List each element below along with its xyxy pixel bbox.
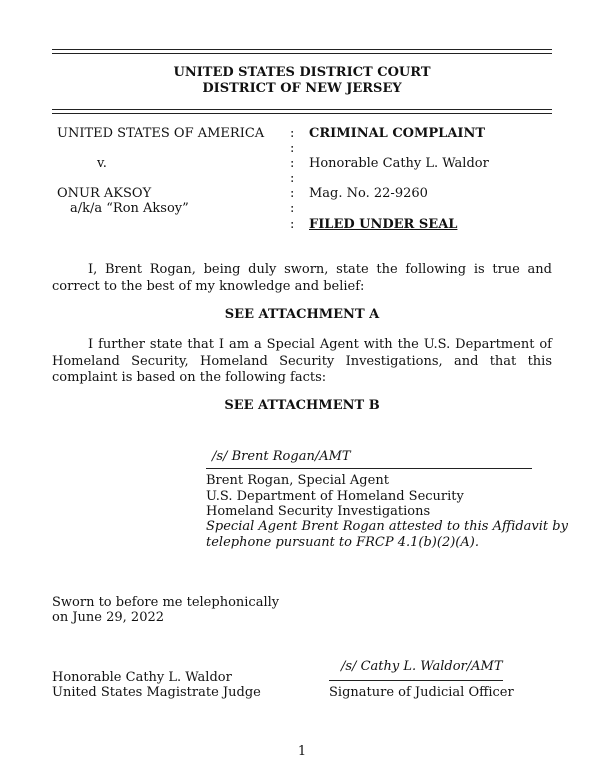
agent-signature-line	[206, 468, 532, 469]
attestation-line-2: telephone pursuant to FRCP 4.1(b)(2)(A).	[206, 535, 479, 550]
header-bottom-rule	[52, 109, 552, 110]
sworn-date: on June 29, 2022	[52, 610, 165, 625]
judge-name: Honorable Cathy L. Waldor	[52, 670, 232, 685]
attachment-a-heading: SEE ATTACHMENT A	[224, 307, 380, 322]
page-number: 1	[297, 744, 307, 759]
attachment-b-heading: SEE ATTACHMENT B	[224, 398, 380, 413]
caption-alias: a/k/a “Ron Aksoy”	[70, 201, 189, 216]
sworn-statement-paragraph: I, Brent Rogan, being duly sworn, state the following is true and correct to the best of my knowledge and belief:	[52, 262, 552, 294]
agent-signature: /s/ Brent Rogan/AMT	[212, 449, 351, 464]
caption-plaintiff: UNITED STATES OF AMERICA	[57, 126, 265, 141]
header-top-rule-2	[52, 53, 552, 54]
caption-colon: :	[290, 201, 295, 216]
mag-number: Mag. No. 22-9260	[309, 186, 428, 201]
header-top-rule	[52, 49, 552, 50]
caption-colon: :	[290, 217, 295, 232]
judge-signature-line	[329, 680, 503, 681]
caption-colon: :	[290, 171, 295, 186]
caption-colon: :	[290, 186, 295, 201]
sworn-line-1: Sworn to before me telephonically	[52, 595, 280, 610]
judge-title: United States Magistrate Judge	[52, 685, 261, 700]
caption-colon: :	[290, 141, 295, 156]
doc-type: CRIMINAL COMPLAINT	[309, 126, 486, 141]
judge-signature: /s/ Cathy L. Waldor/AMT	[341, 659, 503, 674]
header-bottom-rule-2	[52, 113, 552, 114]
attestation-line-1: Special Agent Brent Rogan attested to this Affidavit by	[206, 519, 568, 534]
court-name: UNITED STATES DISTRICT COURT	[173, 65, 431, 80]
caption-colon: :	[290, 156, 295, 171]
agent-division: Homeland Security Investigations	[206, 504, 431, 519]
caption-colon: :	[290, 126, 295, 141]
caption-versus: v.	[97, 156, 107, 171]
agent-statement-paragraph: I further state that I am a Special Agent with the U.S. Department of Homeland Security, Homeland Security Investigations, and that this complaint is based on the following facts:	[52, 337, 552, 385]
signature-label: Signature of Judicial Officer	[329, 685, 514, 700]
court-district: DISTRICT OF NEW JERSEY	[202, 81, 402, 96]
caption-defendant: ONUR AKSOY	[57, 186, 152, 201]
agent-name-title: Brent Rogan, Special Agent	[206, 473, 389, 488]
caption-judge: Honorable Cathy L. Waldor	[309, 156, 489, 171]
filed-under-seal: FILED UNDER SEAL	[309, 217, 458, 232]
agent-department: U.S. Department of Homeland Security	[206, 489, 464, 504]
